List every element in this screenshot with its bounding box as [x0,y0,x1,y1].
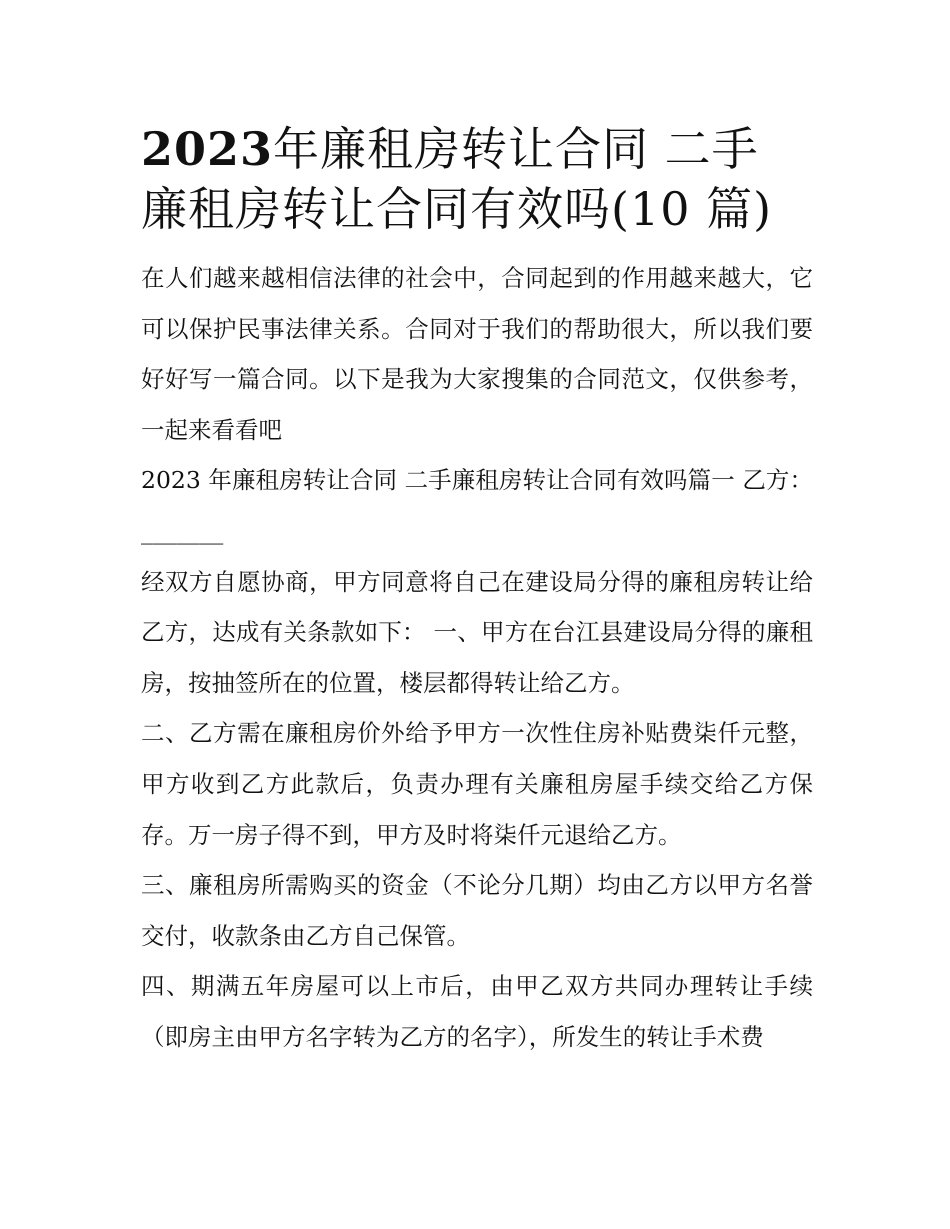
document-body [141,253,813,1063]
paragraph-intro: 在人们越来越相信法律的社会中，合同起到的作用越来越大，它可以保护民事法律关系。合同对于我们的帮助很大，所以我们要好好写一篇合同。以下是我为大家搜集的合同范文，仅供参考，一起来看看吧 [141,264,813,444]
paragraph-heading-1: 2023 年廉租房转让合同 二手廉租房转让合同有效吗篇一 乙方：_______ [141,466,813,545]
title-line-1 [141,118,813,180]
document-title [141,118,813,240]
paragraph-clause-3: 三、廉租房所需购买的资金（不论分几期）均由乙方以甲方名誉交付，收款条由乙方自己保管。 [141,871,813,950]
title-line-2: 廉租房转让合同有效吗(10 篇) [141,182,773,236]
paragraph-clause-2: 二、乙方需在廉租房价外给予甲方一次性住房补贴费柒仟元整，甲方收到乙方此款后，负责办理有关廉租房屋手续交给乙方保存。万一房子得不到，甲方及时将柒仟元退给乙方。 [141,719,813,849]
title-line-1-text: 年廉租房转让合同 二手 [273,122,759,176]
document-page [141,118,813,1063]
title-year: 2023 [141,122,274,176]
paragraph-clause-4: 四、期满五年房屋可以上市后，由甲乙双方共同办理转让手续（即房主由甲方名字转为乙方的名字），所发生的转让手术费 [141,972,813,1051]
paragraph-clause-1: 经双方自愿协商，甲方同意将自己在建设局分得的廉租房转让给乙方，达成有关条款如下： 一、甲方在台江县建设局分得的廉租房，按抽签所在的位置，楼层都得转让给乙方。 [141,567,813,697]
